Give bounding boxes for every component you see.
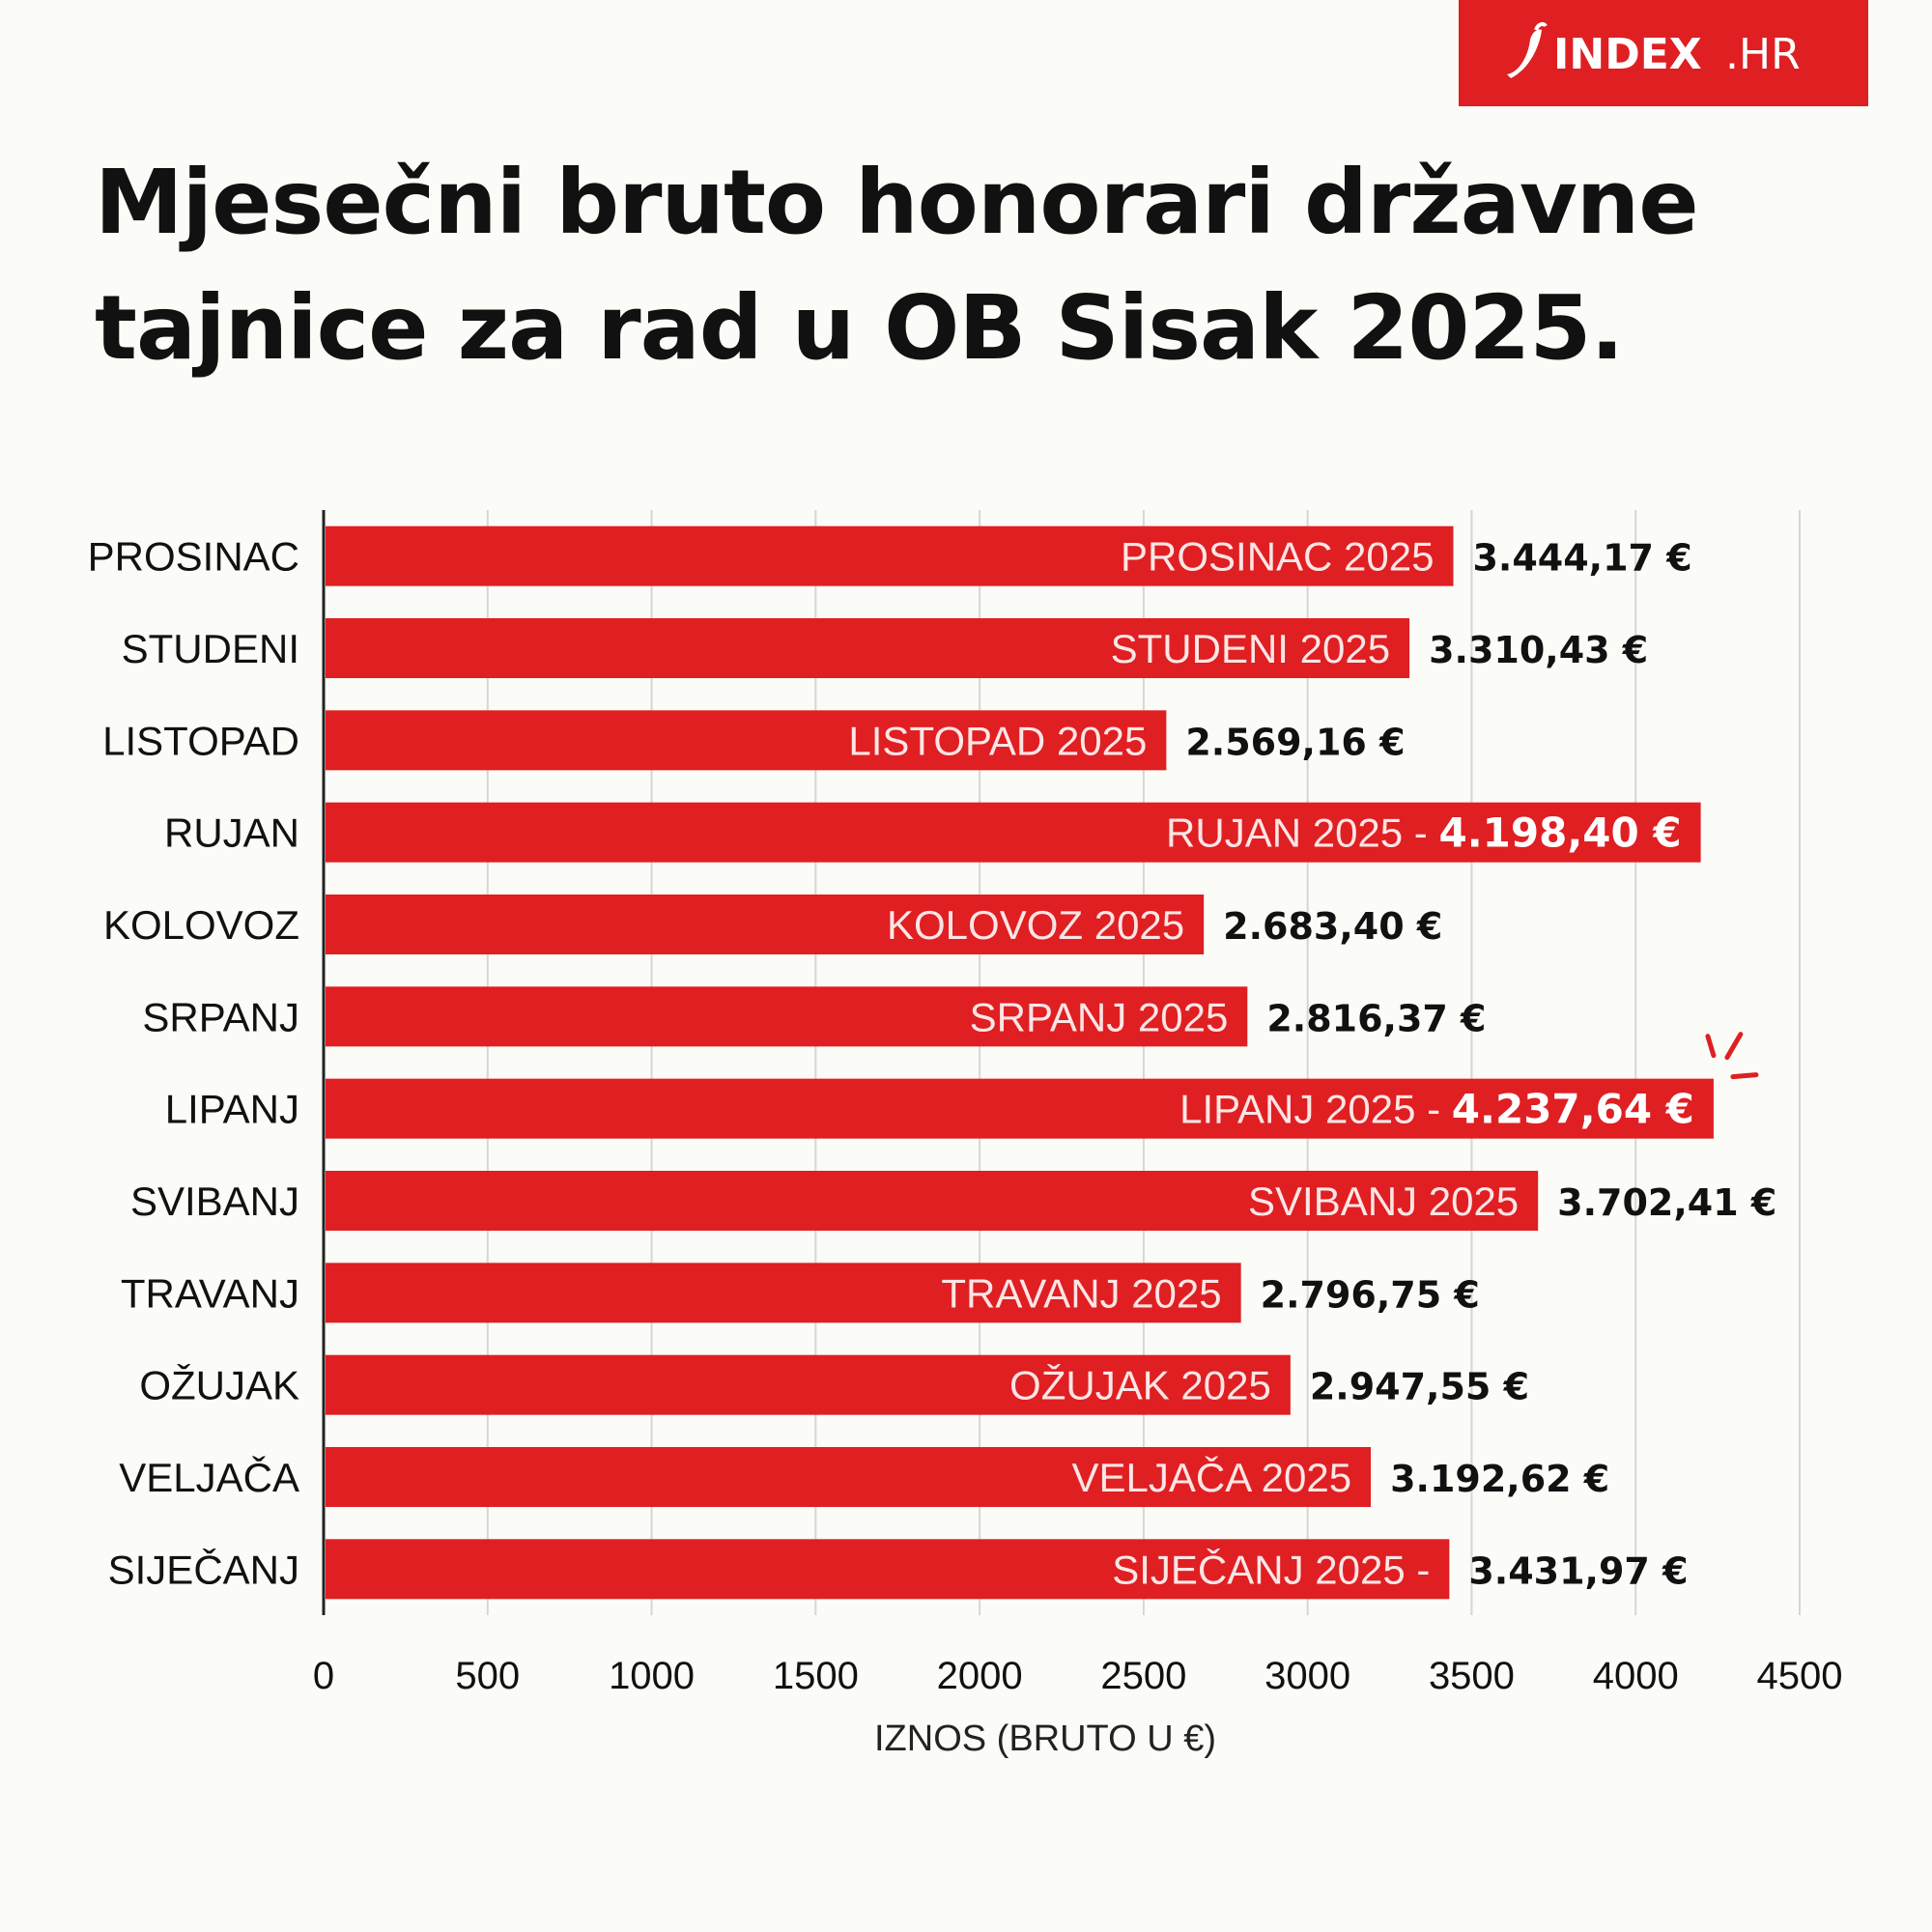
bar-inner-label <box>1166 810 1682 857</box>
bar-inner-label <box>1179 1086 1694 1133</box>
bar-inner-label: OŽUJAK 2025 <box>1009 1362 1271 1408</box>
bar-value-label: 4.237,64 € <box>1451 1085 1694 1133</box>
y-category-label: LISTOPAD <box>102 718 299 764</box>
y-category-label: STUDENI <box>121 626 299 671</box>
y-category-label: RUJAN <box>163 810 299 856</box>
y-category-label: VELJAČA <box>119 1455 299 1500</box>
x-tick-label: 1000 <box>609 1655 696 1697</box>
bar-value-label: 3.444,17 € <box>1472 536 1692 580</box>
chart-title: Mjesečni bruto honorari državne tajnice za rad u OB Sisak 2025. <box>95 151 1698 380</box>
x-tick-label: 0 <box>312 1655 335 1697</box>
x-tick-label: 1500 <box>772 1655 859 1697</box>
bar-inner-label: VELJAČA 2025 <box>1071 1455 1352 1500</box>
bar-inner-label-text: RUJAN 2025 - <box>1166 810 1439 856</box>
bar-inner-label: KOLOVOZ 2025 <box>887 902 1185 948</box>
bar-inner-label: LISTOPAD 2025 <box>848 718 1148 764</box>
y-category-label: TRAVANJ <box>120 1270 299 1317</box>
svg-text:.HR: .HR <box>1725 30 1801 79</box>
bar-value-label: 2.816,37 € <box>1266 997 1487 1040</box>
bar-inner-label: PROSINAC 2025 <box>1121 533 1435 580</box>
bar-inner-label: SIJEČANJ 2025 - <box>1112 1547 1431 1593</box>
bar-inner-label: SVIBANJ 2025 <box>1248 1179 1520 1224</box>
bar-value-label: 4.198,40 € <box>1438 809 1682 857</box>
bar-value-label: 2.683,40 € <box>1223 905 1443 948</box>
bar-inner-label: STUDENI 2025 <box>1110 626 1391 671</box>
x-tick-label: 2500 <box>1100 1655 1187 1697</box>
y-category-label: SRPANJ <box>142 994 299 1040</box>
bar-value-label: 2.569,16 € <box>1185 721 1406 764</box>
bar-inner-label: TRAVANJ 2025 <box>941 1270 1222 1317</box>
x-tick-label: 500 <box>455 1655 521 1697</box>
x-tick-label: 4500 <box>1756 1655 1843 1697</box>
bar-value-label: 2.947,55 € <box>1309 1365 1530 1408</box>
x-tick-label: 2000 <box>936 1655 1023 1697</box>
x-tick-label: 3000 <box>1264 1655 1351 1697</box>
bar-value-label: 3.702,41 € <box>1557 1181 1777 1224</box>
bar-value-label: 2.796,75 € <box>1260 1273 1480 1317</box>
y-category-label: LIPANJ <box>164 1086 299 1132</box>
highlight-spark <box>1727 1035 1741 1058</box>
svg-text:INDEX: INDEX <box>1553 30 1702 79</box>
y-category-label: OŽUJAK <box>139 1362 299 1408</box>
bar-inner-label: SRPANJ 2025 <box>969 994 1229 1040</box>
bar-value-label: 3.431,97 € <box>1468 1549 1689 1593</box>
x-axis-label: IZNOS (BRUTO U €) <box>874 1719 1216 1759</box>
x-tick-label: 3500 <box>1428 1655 1515 1697</box>
bar-inner-label-text: LIPANJ 2025 - <box>1179 1086 1452 1132</box>
y-category-label: KOLOVOZ <box>102 902 299 948</box>
x-tick-label: 4000 <box>1592 1655 1679 1697</box>
bar-value-label: 3.310,43 € <box>1429 629 1649 671</box>
highlight-spark <box>1708 1037 1714 1056</box>
y-category-label: SVIBANJ <box>129 1179 299 1224</box>
y-category-label: SIJEČANJ <box>107 1547 299 1593</box>
bar-value-label: 3.192,62 € <box>1390 1458 1610 1500</box>
y-category-label: PROSINAC <box>87 533 299 580</box>
highlight-spark <box>1733 1075 1756 1077</box>
